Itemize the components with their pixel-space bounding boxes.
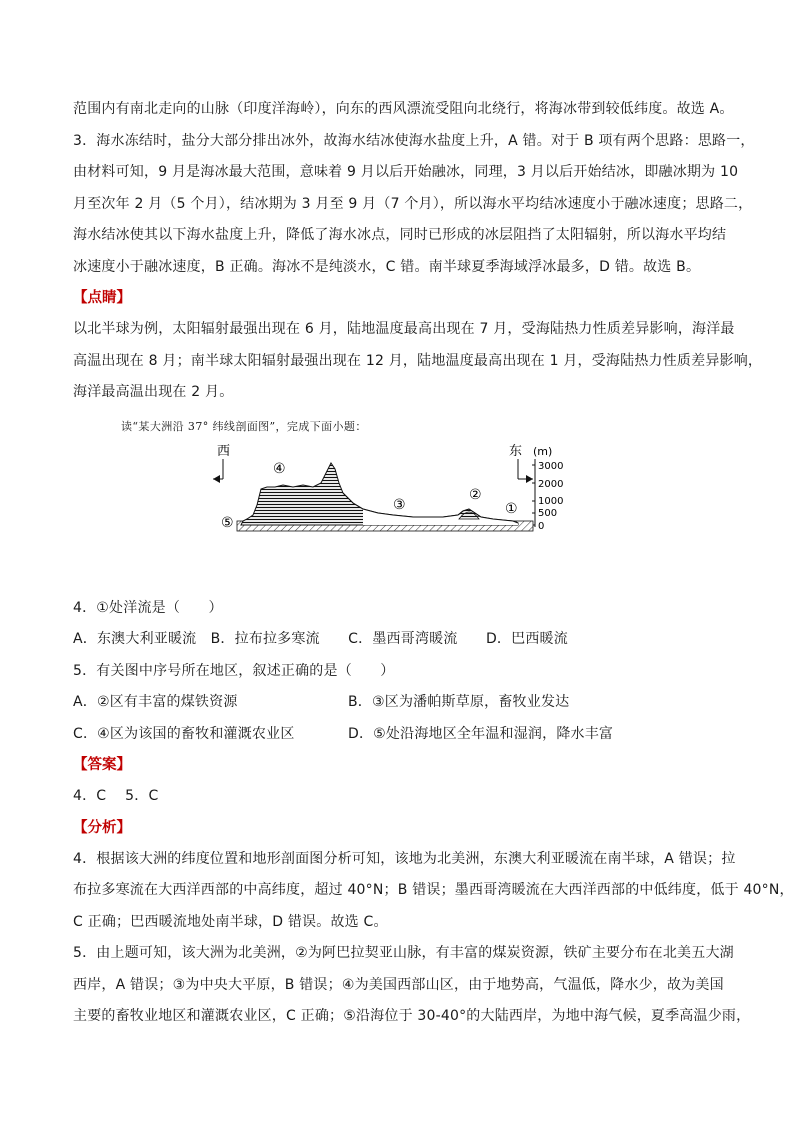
option-row [73,687,733,719]
text-line: 月至次年 2 月（5 个月），结冰期为 3 月至 9 月（7 个月），所以海水平均结冰速度小于融冰速度；思路二， [73,195,753,212]
dianjing-header: 【点睛】 [73,290,131,306]
marker-5: ⑤ [221,514,234,531]
text-line: 3．海水冻结时，盐分大部分排出冰外，故海水结冰使海水盐度上升，A 错。对于 B 项有两个思路：思路一， [73,132,755,149]
text-line: 主要的畜牧业地区和灌溉农业区，C 正确；⑤沿海位于 30-40°的大陆西岸，为地中海气候，夏季高温少雨， [73,1008,751,1024]
profile-figure [73,443,733,593]
text-line: 以北半球为例，太阳辐射最强出现在 6 月，陆地温度最高出现在 7 月，受海陆热力性质差异影响，海洋最 [73,321,735,337]
marker-4: ④ [273,460,286,477]
west-label: 西 [217,443,231,459]
figure-caption: 读“某大洲沿 37° 纬线剖面图”，完成下面小题： [121,419,367,433]
question-5 [73,656,733,751]
answer-text: 4．C 5．C [73,788,159,804]
question-stem: 5．有关图中序号所在地区，叙述正确的是（ ） [73,662,395,679]
east-arrow [518,459,533,483]
text-line: 4．根据该大洲的纬度位置和地形剖面图分析可知，该地为北美洲，东澳大利亚暖流在南半球，A 错误；拉 [73,850,736,867]
analysis-block [73,844,794,1033]
text-line: C 正确；巴西暖流地处南半球，D 错误。故选 C。 [73,913,388,930]
text-line: 海水结冰使其以下海水盐度上升，降低了海水冰点，同时已形成的冰层阻挡了太阳辐射，所以海水平均结 [73,227,727,243]
marker-2: ② [469,486,482,503]
text-line: 海洋最高温出现在 2 月。 [73,384,234,400]
option-c: C．④区为该国的畜牧和灌溉农业区 [73,725,295,742]
text-line: 西岸，A 错误；③为中央大平原，B 错误；④为美国西部山区，由于地势高，气温低，降水少，故为美国 [73,976,724,993]
tick-label: 2000 [538,478,564,490]
marker-3: ③ [393,496,406,513]
text-line: 由材料可知，9 月是海冰最大范围，意味着 9 月以后开始融冰，同理，3 月以后开始结冰，即融冰期为 10 [73,164,739,180]
tick-label: 0 [538,520,545,532]
option-d: D．⑤处沿海地区全年温和湿润，降水丰富 [348,725,614,742]
dianjing-block [73,314,763,409]
marker-1: ① [505,500,518,517]
tick-label: 1000 [538,495,564,507]
tick-label: 500 [538,507,558,519]
text-line: 5．由上题可知，该大洲为北美洲，②为阿巴拉契亚山脉，有丰富的煤炭资源，铁矿主要分布在北美五大湖 [73,945,734,961]
document-page [73,94,794,1033]
option-b: B．③区为潘帕斯草原，畜牧业发达 [348,694,570,710]
option-row [73,719,733,751]
unit-label: (m) [533,444,553,458]
profile-diagram [213,443,573,585]
east-label: 东 [509,443,523,459]
text-line: 高温出现在 8 月；南半球太阳辐射最强出现在 12 月，陆地温度最高出现在 1 月，受海陆热力性质差异影响， [73,352,763,369]
answer-header: 【答案】 [73,757,131,773]
question-options: A．东澳大利亚暖流 B．拉布拉多寒流 C．墨西哥湾暖流 D．巴西暖流 [73,631,568,647]
explanation-block-1 [73,94,755,283]
text-line: 布拉多寒流在大西洋西部的中高纬度，超过 40°N；B 错误；墨西哥湾暖流在大西洋西部的中低纬度，低于 40°N， [73,882,794,898]
text-line: 范围内有南北走向的山脉（印度洋海岭），向东的西风漂流受阻向北绕行，将海冰带到较低纬度。故选 A。 [73,101,734,117]
tick-label: 3000 [538,460,564,472]
question-stem: 4．①处洋流是（ ） [73,599,223,616]
question-4 [73,593,733,656]
text-line: 冰速度小于融冰速度，B 正确。海冰不是纯淡水，C 错。南半球夏季海域浮冰最多，D 错。故选 B。 [73,258,701,275]
option-a: A．②区有丰富的煤铁资源 [73,694,238,710]
analysis-header: 【分析】 [73,819,131,836]
west-arrow [213,459,223,483]
